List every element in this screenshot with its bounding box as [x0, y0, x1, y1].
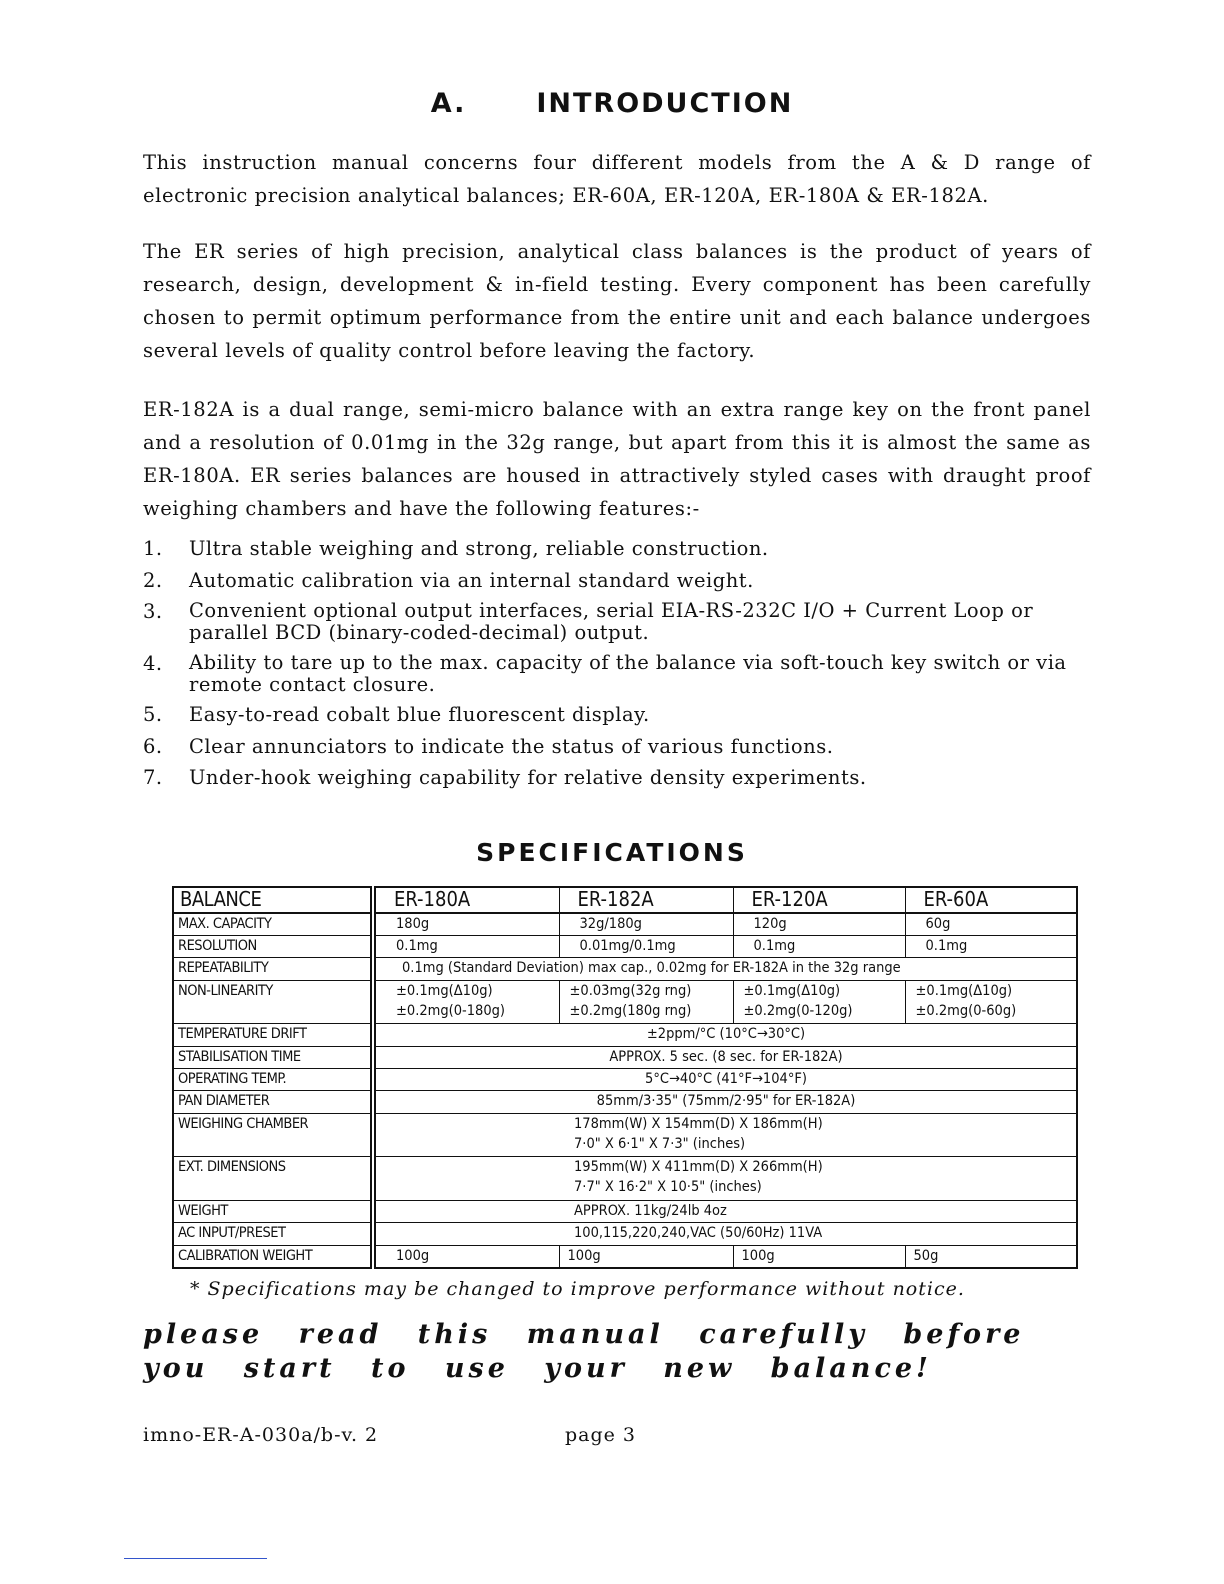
table-row — [173, 1024, 1077, 1046]
row-label: OPERATING TEMP. — [173, 1068, 373, 1090]
table-row — [173, 1245, 1077, 1268]
list-item-text: Under-hook weighing capability for relative density experiments. — [189, 766, 867, 789]
row-label: REPEATABILITY — [173, 958, 373, 980]
header-balance: BALANCE — [173, 887, 373, 913]
list-item — [143, 652, 1093, 696]
table-row — [173, 1091, 1077, 1113]
cell-line: 7·7" X 16·2" X 10·5" (inches) — [574, 1179, 762, 1196]
row-label: PAN DIAMETER — [173, 1091, 373, 1113]
table-cell: 180g — [373, 913, 559, 936]
table-cell — [733, 980, 905, 1024]
table-cell: APPROX. 11kg/24lb 4oz — [373, 1200, 1077, 1222]
table-header-row — [173, 887, 1077, 913]
table-cell: 60g — [905, 913, 1077, 936]
header-model: ER-60A — [905, 887, 1077, 913]
page-number: page 3 — [565, 1424, 637, 1446]
table-cell: 100g — [559, 1245, 733, 1268]
list-item — [143, 735, 1093, 759]
table-cell — [905, 980, 1077, 1024]
table-row — [173, 1157, 1077, 1201]
table-cell: 0.01mg/0.1mg — [559, 935, 733, 957]
row-label: CALIBRATION WEIGHT — [173, 1245, 373, 1268]
cell-line: ±0.2mg(0-60g) — [915, 1002, 1017, 1019]
cell-line: ±0.1mg(Δ10g) — [743, 982, 841, 999]
section-letter: A. — [430, 88, 467, 119]
table-cell: 100g — [373, 1245, 559, 1268]
specifications-note: * Specifications may be changed to improve performance without notice. — [190, 1278, 965, 1300]
table-cell: 0.1mg — [733, 935, 905, 957]
section-heading — [0, 88, 1224, 119]
list-item-number: 4. — [143, 651, 163, 675]
table-cell — [373, 980, 559, 1024]
cell-line: 178mm(W) X 154mm(D) X 186mm(H) — [574, 1115, 823, 1132]
table-cell: APPROX. 5 sec. (8 sec. for ER-182A) — [373, 1046, 1077, 1068]
cell-line: ±0.2mg(0-120g) — [743, 1002, 853, 1019]
list-item-number: 2. — [143, 568, 163, 592]
table-cell: 50g — [905, 1245, 1077, 1268]
list-item-number: 1. — [143, 537, 163, 560]
table-row — [173, 980, 1077, 1024]
cell-line: ±0.03mg(32g rng) — [569, 982, 692, 999]
table-cell: 0.1mg — [905, 935, 1077, 957]
row-label: NON-LINEARITY — [173, 980, 373, 1024]
list-item — [143, 766, 1093, 790]
table-cell: 0.1mg — [373, 935, 559, 957]
list-item-text: Ultra stable weighing and strong, reliable construction. — [189, 537, 769, 560]
document-id: imno-ER-A-030a/b-v. 2 — [143, 1424, 379, 1446]
list-item-text: Easy-to-read cobalt blue fluorescent display. — [189, 703, 650, 726]
intro-paragraph-3: ER-182A is a dual range, semi-micro balance with an extra range key on the front panel and a resolution of 0.01mg in the 32g range, but apart from this it is almost the same as ER-180A. ER series balances are housed in attractively styled cases with draught proof weighing chambers and have the following features:- — [143, 398, 1091, 520]
header-model: ER-120A — [733, 887, 905, 913]
table-cell: 0.1mg (Standard Deviation) max cap., 0.02mg for ER-182A in the 32g range — [373, 958, 1077, 980]
list-item-number: 3. — [143, 600, 163, 623]
header-model: ER-182A — [559, 887, 733, 913]
list-item-text: Ability to tare up to the max. capacity of the balance via soft-touch key switch or via remote contact closure. — [189, 650, 1067, 696]
feature-list — [143, 537, 1093, 798]
list-item-number: 6. — [143, 734, 163, 758]
list-item-number: 5. — [143, 703, 163, 726]
bottom-rule — [124, 1558, 267, 1559]
row-label: WEIGHT — [173, 1200, 373, 1222]
intro-paragraph-2: The ER series of high precision, analytical class balances is the product of years of research, design, development & in-field testing. Every component has been carefully chosen to permit optimum performance from the entire unit and each balance undergoes several levels of quality control before leaving the factory. — [143, 240, 1091, 362]
table-row — [173, 1046, 1077, 1068]
table-cell — [373, 1113, 1077, 1157]
cell-line: ±0.1mg(Δ10g) — [396, 982, 493, 999]
cell-line: ±0.2mg(0-180g) — [396, 1002, 506, 1019]
row-label: MAX. CAPACITY — [173, 913, 373, 936]
cell-line: 195mm(W) X 411mm(D) X 266mm(H) — [574, 1159, 823, 1176]
table-row — [173, 958, 1077, 980]
table-cell — [373, 1157, 1077, 1201]
cell-line: ±0.1mg(Δ10g) — [915, 982, 1013, 999]
specifications-heading: SPECIFICATIONS — [476, 838, 748, 867]
row-label: TEMPERATURE DRIFT — [173, 1024, 373, 1046]
list-item-text: Automatic calibration via an internal standard weight. — [189, 568, 754, 592]
list-item — [143, 600, 1093, 644]
header-model: ER-180A — [373, 887, 559, 913]
row-label: WEIGHING CHAMBER — [173, 1113, 373, 1157]
list-item-number: 7. — [143, 766, 163, 789]
table-cell: 5°C→40°C (41°F→104°F) — [373, 1068, 1077, 1090]
row-label: STABILISATION TIME — [173, 1046, 373, 1068]
list-item-text: Clear annunciators to indicate the status of various functions. — [189, 734, 834, 758]
table-cell: ±2ppm/°C (10°C→30°C) — [373, 1024, 1077, 1046]
list-item — [143, 569, 1093, 593]
read-manual-notice: please read this manual carefully before you start to use your new balance! — [143, 1319, 1025, 1384]
table-row — [173, 913, 1077, 936]
list-item-text: Convenient optional output interfaces, serial EIA-RS-232C I/O + Current Loop or parallel BCD (binary-coded-decimal) output. — [189, 599, 1034, 644]
table-row — [173, 935, 1077, 957]
row-label: RESOLUTION — [173, 935, 373, 957]
intro-paragraph-1: This instruction manual concerns four different models from the A & D range of electronic precision analytical balances; ER-60A, ER-120A, ER-180A & ER-182A. — [143, 151, 1091, 207]
specifications-table — [172, 886, 1078, 1269]
list-item — [143, 703, 1093, 727]
table-cell: 100g — [733, 1245, 905, 1268]
table-row — [173, 1223, 1077, 1245]
table-cell: 32g/180g — [559, 913, 733, 936]
cell-line: 7·0" X 6·1" X 7·3" (inches) — [574, 1135, 746, 1152]
cell-line: ±0.2mg(180g rng) — [569, 1002, 692, 1019]
table-row — [173, 1200, 1077, 1222]
list-item — [143, 537, 1093, 561]
table-cell: 85mm/3·35" (75mm/2·95" for ER-182A) — [373, 1091, 1077, 1113]
table-row — [173, 1113, 1077, 1157]
table-cell — [559, 980, 733, 1024]
section-title: INTRODUCTION — [536, 88, 794, 119]
table-cell: 100,115,220,240,VAC (50/60Hz) 11VA — [373, 1223, 1077, 1245]
row-label: EXT. DIMENSIONS — [173, 1157, 373, 1201]
table-row — [173, 1068, 1077, 1090]
row-label: AC INPUT/PRESET — [173, 1223, 373, 1245]
table-cell: 120g — [733, 913, 905, 936]
